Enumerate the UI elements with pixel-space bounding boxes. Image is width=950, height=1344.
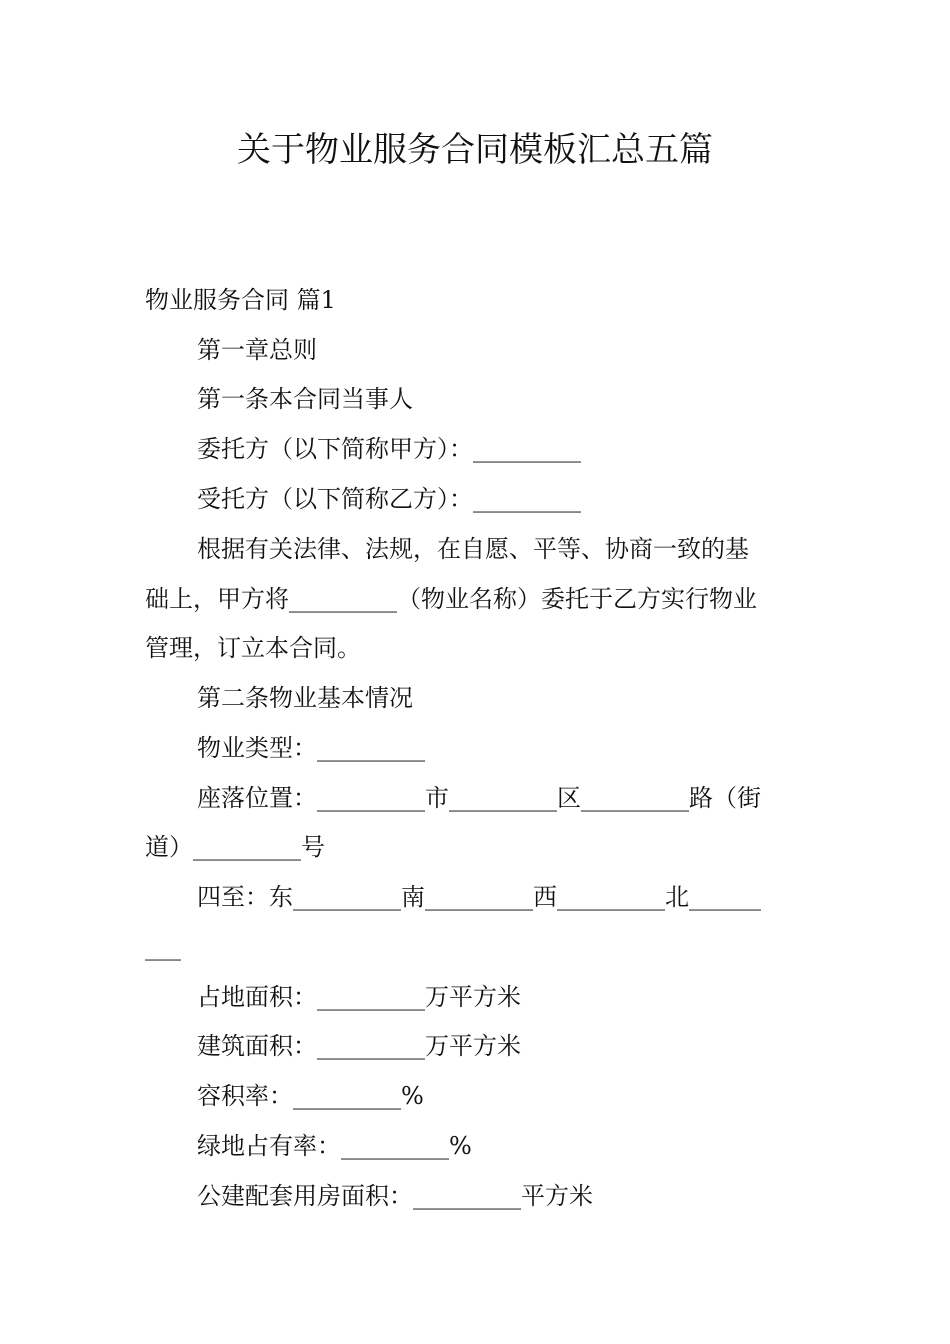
chapter-heading: 第一章总则 bbox=[197, 336, 317, 364]
section-heading: 物业服务合同 篇1 bbox=[145, 286, 336, 314]
location-line-continued: 道）_________号 bbox=[145, 833, 325, 861]
article-heading: 第一条本合同当事人 bbox=[197, 385, 413, 413]
building-area-line: 建筑面积：_________万平方米 bbox=[197, 1032, 521, 1060]
property-type-line: 物业类型：_________ bbox=[197, 734, 425, 762]
public-facility-area-line: 公建配套用房面积：_________平方米 bbox=[197, 1182, 593, 1210]
paragraph-line: 根据有关法律、法规，在自愿、平等、协商一致的基 bbox=[197, 535, 749, 563]
document-title: 关于物业服务合同模板汇总五篇 bbox=[237, 130, 713, 170]
location-line: 座落位置：_________市_________区_________路（街 bbox=[197, 784, 761, 812]
paragraph-line: 础上，甲方将_________（物业名称）委托于乙方实行物业 bbox=[145, 585, 757, 613]
green-ratio-line: 绿地占有率：_________% bbox=[197, 1132, 472, 1160]
party-a-line: 委托方（以下简称甲方）：_________ bbox=[197, 435, 581, 463]
land-area-line: 占地面积：_________万平方米 bbox=[197, 983, 521, 1011]
boundaries-line: 四至：东_________南_________西_________北______ bbox=[197, 883, 761, 911]
plot-ratio-line: 容积率：_________% bbox=[197, 1082, 424, 1110]
boundaries-line-continued: ___ bbox=[145, 933, 181, 961]
article-heading: 第二条物业基本情况 bbox=[197, 684, 413, 712]
paragraph-line: 管理，订立本合同。 bbox=[145, 634, 361, 662]
party-b-line: 受托方（以下简称乙方）：_________ bbox=[197, 485, 581, 513]
